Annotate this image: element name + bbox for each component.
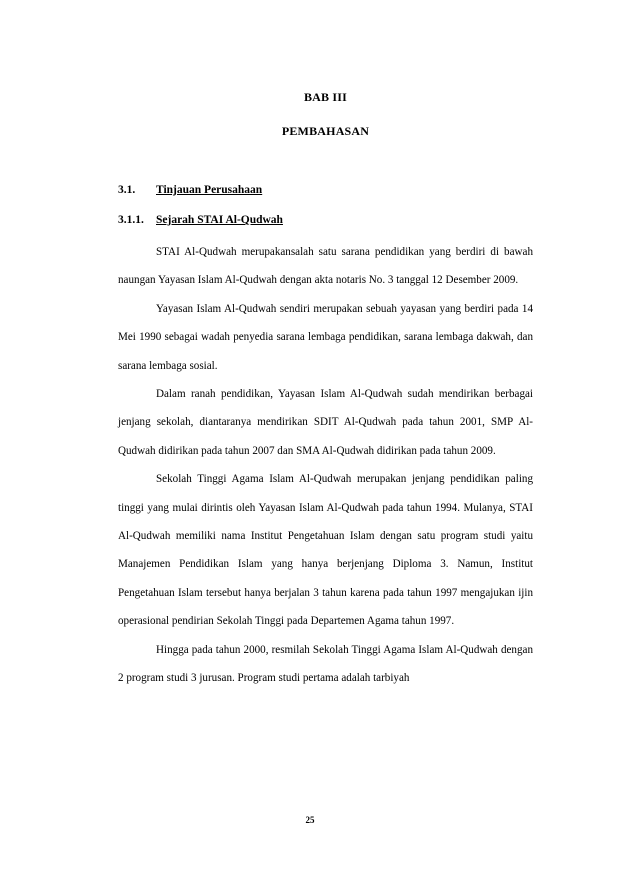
section-heading <box>118 184 262 196</box>
subsection-title: Sejarah STAI Al-Qudwah <box>156 214 283 226</box>
page-number: 25 <box>305 815 315 825</box>
paragraph-2: Yayasan Islam Al-Qudwah sendiri merupakan sebuah yayasan yang berdiri pada 14 Mei 1990 sebagai wadah penyedia sarana lembaga pendidikan, sarana lembaga dakwah, dan sarana lembaga sosial. <box>118 302 533 372</box>
chapter-title: PEMBAHASAN <box>281 124 370 138</box>
chapter-number: BAB III <box>303 90 348 104</box>
subsection-heading <box>118 214 283 226</box>
paragraph-4: Sekolah Tinggi Agama Islam Al-Qudwah merupakan jenjang pendidikan paling tinggi yang mulai dirintis oleh Yayasan Islam Al-Qudwah pada tahun 1994. Mulanya, STAI Al-Qudwah memiliki nama Institut Pengetahuan Islam dengan satu program studi yaitu Manajemen Pendidikan Islam yang hanya berjenjang Diploma 3. Namun, Institut Pengetahuan Islam tersebut hanya berjalan 3 tahun karena pada tahun 1997 mengajukan ijin operasional pendirian Sekolah Tinggi pada Departemen Agama tahun 1997. <box>118 473 533 628</box>
section-number: 3.1. <box>118 184 136 196</box>
body-text <box>118 238 533 693</box>
paragraph-3: Dalam ranah pendidikan, Yayasan Islam Al-Qudwah sudah mendirikan berbagai jenjang sekolah, diantaranya mendirikan SDIT Al-Qudwah pada tahun 2001, SMP Al-Qudwah didirikan pada tahun 2007 dan SMA Al-Qudwah didirikan pada tahun 2009. <box>118 388 533 457</box>
paragraph-5: Hingga pada tahun 2000, resmilah Sekolah Tinggi Agama Islam Al-Qudwah dengan 2 program studi 3 jurusan. Program studi pertama adalah tarbiyah <box>118 643 533 685</box>
section-title: Tinjauan Perusahaan <box>156 184 263 196</box>
paragraph-1: STAI Al-Qudwah merupakansalah satu sarana pendidikan yang berdiri di bawah naungan Yayasan Islam Al-Qudwah dengan akta notaris No. 3 tanggal 12 Desember 2009. <box>118 246 533 287</box>
subsection-number: 3.1.1. <box>118 214 144 226</box>
